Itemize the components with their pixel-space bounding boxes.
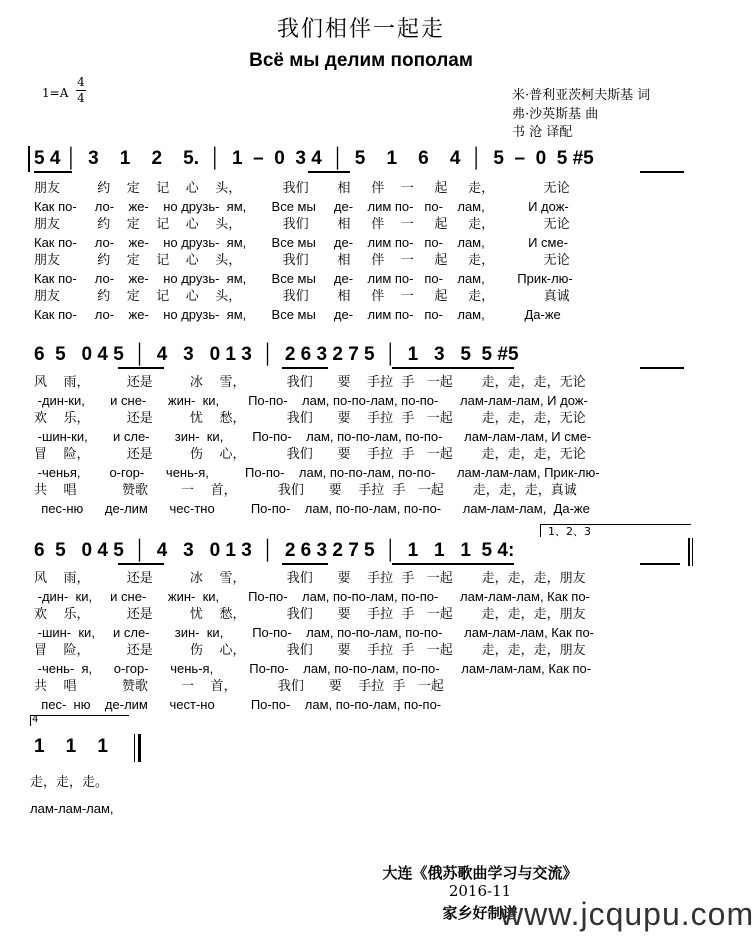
beam <box>118 367 164 369</box>
beam <box>392 563 514 565</box>
time-signature-top: 4 <box>77 75 85 89</box>
lyric-line: 共 唱 赞歌 一 首， 我们 要 手拉 手 一起 走，走，走，真诚 <box>34 483 577 498</box>
footer-author: 家乡好制谱 <box>442 904 518 922</box>
barline <box>28 146 30 172</box>
system4-notes: 1 1 1 <box>34 736 108 757</box>
lyric-line: -шин-ки, и сле- зин- ки, По-по- лам, по-по-лам, по-по- лам-лам-лам, И сме- <box>34 429 592 444</box>
system3-notes: 6 5 0 4 5 │ 4 3 0 1 3 │ 2 6 3 2 7 5 │ 1 1 1 5 4: <box>34 540 515 561</box>
lyric-line: 朋友 约 定 记 心 头， 我们 相 伴 一 起 走， 无论 <box>34 253 570 268</box>
key-signature: 1=A <box>42 86 69 100</box>
beam <box>640 171 684 173</box>
lyric-line: Как по- ло- же- но друзь- ям, Все мы де- лим по- по- лам, И дож- <box>34 199 569 214</box>
credit-composer: 弗·沙英斯基 曲 <box>512 107 599 122</box>
lyric-line: 共 唱 赞歌 一 首， 我们 要 手拉 手 一起 <box>34 679 444 694</box>
system4-lyrics <box>30 770 114 822</box>
beam <box>640 367 684 369</box>
lyric-line: лам-лам-лам, <box>30 801 114 816</box>
beam <box>118 563 164 565</box>
beam <box>392 367 514 369</box>
volta-label: 1、2、3 <box>548 525 591 538</box>
beam <box>640 563 680 565</box>
footer-source: 大连《俄苏歌曲学习与交流》 <box>382 864 578 882</box>
song-title-chinese: 我们相伴一起走 <box>276 17 445 42</box>
credit-lyricist: 米·普利亚茨柯夫斯基 词 <box>512 88 651 103</box>
system2-notes: 6 5 0 4 5 │ 4 3 0 1 3 │ 2 6 3 2 7 5 │ 1 3 5 5 #5 <box>34 344 519 365</box>
lyric-line: 冒 险， 还是 伤 心， 我们 要 手拉 手 一起 走，走，走，朋友 <box>34 643 586 658</box>
system2-lyrics <box>34 374 600 518</box>
repeat-barline <box>692 538 693 566</box>
system1-lyrics <box>34 180 573 324</box>
system1-notes: 5 4 │ 3 1 2 5. │ 1 – 0 3 4 │ 5 1 6 4 │ 5 – 0 5 #5 <box>34 148 594 169</box>
footer-date: 2016-11 <box>448 882 512 900</box>
beam <box>34 171 72 173</box>
lyric-line: Как по- ло- же- но друзь- ям, Все мы де- лим по- по- лам, Прик-лю- <box>34 271 573 286</box>
final-barline <box>138 734 141 762</box>
lyric-line: Как по- ло- же- но друзь- ям, Все мы де- лим по- по- лам, Да-же <box>34 307 561 322</box>
lyric-line: 走，走，走。 <box>30 775 109 790</box>
lyric-line: Как по- ло- же- но друзь- ям, Все мы де- лим по- по- лам, И сме- <box>34 235 569 250</box>
volta-bracket-ending <box>30 715 129 726</box>
lyric-line: -дин- ки, и сне- жин- ки, По-по- лам, по-по-лам, по-по- лам-лам-лам, Как по- <box>34 589 590 604</box>
system3-lyrics <box>34 570 594 714</box>
lyric-line: -шин- ки, и сле- зин- ки, По-по- лам, по-по-лам, по-по- лам-лам-лам, Как по- <box>34 625 595 640</box>
watermark-url: www.jcqupu.com <box>500 896 754 932</box>
lyric-line: -чень- я, о-гор- чень-я, По-по- лам, по-по-лам, по-по- лам-лам-лам, Как по- <box>34 661 592 676</box>
lyric-line: -ченья, о-гор- чень-я, По-по- лам, по-по-лам, по-по- лам-лам-лам, Прик-лю- <box>34 465 600 480</box>
beam <box>282 563 328 565</box>
beam <box>308 171 350 173</box>
lyric-line: 冒 险， 还是 伤 心， 我们 要 手拉 手 一起 走，走，走，无论 <box>34 447 586 462</box>
lyric-line: пес- ню де-лим чест-но По-по- лам, по-по-лам, по-по- <box>34 697 442 712</box>
lyric-line: 欢 乐， 还是 忧 愁， 我们 要 手拉 手 一起 走，走，走，无论 <box>34 411 586 426</box>
lyric-line: пес-ню де-лим чес-тно По-по- лам, по-по-лам, по-по- лам-лам-лам, Да-же <box>34 501 590 516</box>
lyric-line: 朋友 约 定 记 心 头， 我们 相 伴 一 起 走， 无论 <box>34 217 570 232</box>
volta-label-ending: 4 <box>32 714 39 725</box>
lyric-line: 朋友 约 定 记 心 头， 我们 相 伴 一 起 走， 无论 <box>34 181 570 196</box>
song-title-russian: Всё мы делим пополам <box>249 50 473 71</box>
final-barline <box>134 734 135 762</box>
lyric-line: 风 雨， 还是 冰 雪， 我们 要 手拉 手 一起 走，走，走，朋友 <box>34 571 586 586</box>
repeat-barline <box>688 538 690 566</box>
time-signature <box>76 76 86 105</box>
lyric-line: 欢 乐， 还是 忧 愁， 我们 要 手拉 手 一起 走，走，走，朋友 <box>34 607 586 622</box>
credit-translator: 书 沧 译配 <box>512 125 573 140</box>
lyric-line: 风 雨， 还是 冰 雪， 我们 要 手拉 手 一起 走，走，走，无论 <box>34 375 586 390</box>
beam <box>282 367 328 369</box>
lyric-line: 朋友 约 定 记 心 头， 我们 相 伴 一 起 走， 真诚 <box>34 289 570 304</box>
time-signature-bottom: 4 <box>77 91 85 105</box>
lyric-line: -дин-ки, и сне- жин- ки, По-по- лам, по-по-лам, по-по- лам-лам-лам, И дож- <box>34 393 588 408</box>
